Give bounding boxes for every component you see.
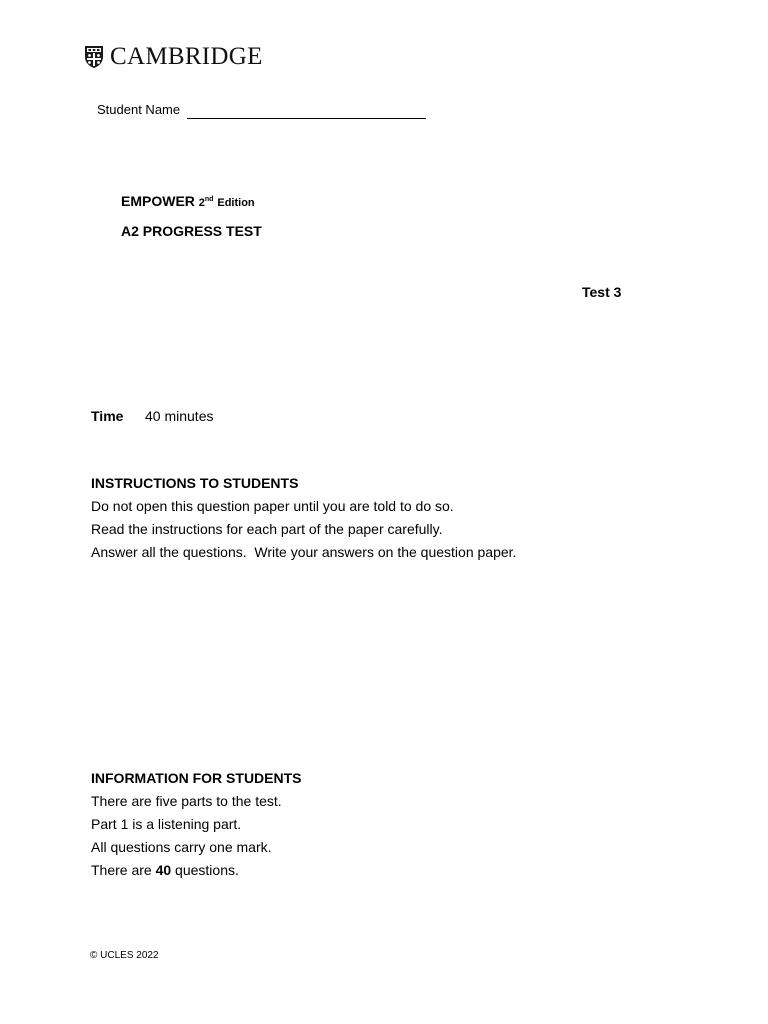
cambridge-logo bbox=[84, 44, 263, 70]
question-count: 40 bbox=[155, 862, 172, 878]
test-number: Test 3 bbox=[582, 284, 622, 300]
course-title bbox=[121, 193, 255, 211]
instruction-line: Do not open this question paper until you are told to do so. bbox=[91, 498, 454, 514]
question-count-prefix: There are bbox=[91, 862, 156, 878]
question-count-suffix: questions. bbox=[171, 862, 239, 878]
information-heading: INFORMATION FOR STUDENTS bbox=[91, 770, 302, 786]
test-level-title: A2 PROGRESS TEST bbox=[121, 223, 262, 239]
student-name-field[interactable] bbox=[187, 118, 426, 119]
student-name-label: Student Name bbox=[97, 102, 181, 117]
time-value: 40 minutes bbox=[145, 408, 214, 424]
instructions-heading: INSTRUCTIONS TO STUDENTS bbox=[91, 475, 299, 491]
instruction-line: Read the instructions for each part of the paper carefully. bbox=[91, 521, 443, 537]
time-label: Time bbox=[91, 408, 124, 424]
edition-suffix: nd bbox=[204, 196, 214, 203]
copyright-notice: © UCLES 2022 bbox=[90, 950, 159, 961]
edition-word: Edition bbox=[217, 197, 255, 209]
instruction-line: Answer all the questions. Write your answers on the question paper. bbox=[91, 544, 517, 560]
instructions-section bbox=[91, 472, 711, 564]
information-section bbox=[91, 767, 711, 882]
information-line: All questions carry one mark. bbox=[91, 839, 272, 855]
information-line: There are five parts to the test. bbox=[91, 793, 282, 809]
brand-name: CAMBRIDGE bbox=[110, 43, 263, 70]
question-count-line bbox=[91, 859, 711, 882]
series-name: EMPOWER bbox=[121, 193, 195, 209]
cambridge-shield-icon bbox=[84, 45, 104, 69]
information-line: Part 1 is a listening part. bbox=[91, 816, 242, 832]
edition-number: 2 bbox=[198, 197, 205, 209]
